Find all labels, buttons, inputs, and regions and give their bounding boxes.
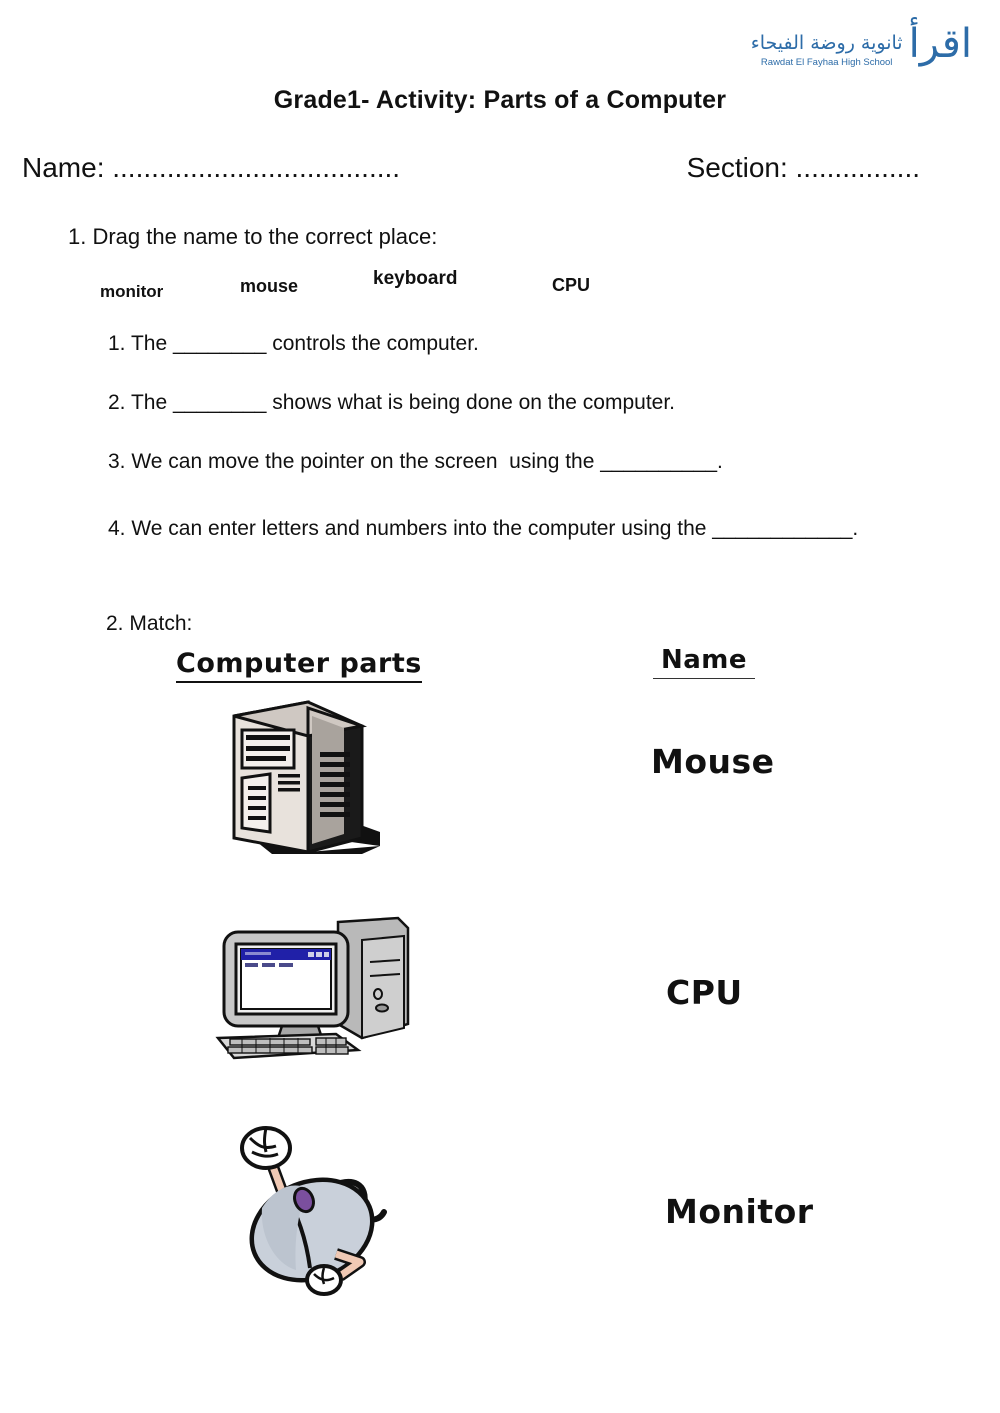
column-header-name: Name — [653, 645, 755, 679]
monitor-icon[interactable] — [212, 916, 412, 1068]
word-bank — [100, 268, 660, 308]
cpu-tower-icon[interactable] — [212, 686, 392, 861]
match-name-cpu[interactable]: CPU — [666, 973, 743, 1012]
page-title: Grade1- Activity: Parts of a Computer — [273, 86, 727, 114]
section-field-label[interactable]: Section: ................ — [686, 152, 920, 183]
fill-in-sentence-4[interactable]: 4. We can enter letters and numbers into the computer using the ____________. — [108, 517, 859, 541]
logo-arabic-calligraphy: ثانوية روضة الفيحاء — [750, 32, 903, 54]
student-info-row — [22, 152, 942, 184]
school-logo — [750, 18, 972, 90]
exercise1-prompt: 1. Drag the name to the correct place: — [68, 224, 438, 249]
fill-in-sentence-3[interactable]: 3. We can move the pointer on the screen using the __________. — [108, 450, 723, 474]
word-bank-item-mouse[interactable]: mouse — [240, 276, 299, 296]
fill-in-sentence-1[interactable]: 1. The ________ controls the computer. — [108, 332, 479, 355]
logo-school-name: Rawdat El Fayhaa High School — [760, 57, 893, 68]
exercise2-prompt: 2. Match: — [106, 612, 193, 635]
column-header-computer-parts: Computer parts — [176, 648, 422, 683]
match-name-mouse[interactable]: Mouse — [651, 742, 775, 781]
logo-text-group — [751, 18, 903, 68]
logo-iqra-mark-icon: اقرأ — [908, 21, 972, 67]
word-bank-item-monitor[interactable]: monitor — [100, 282, 164, 301]
fill-in-sentence-2[interactable]: 2. The ________ shows what is being done on the computer. — [108, 391, 676, 415]
exercise1-sentences — [108, 332, 968, 577]
mouse-icon[interactable] — [232, 1112, 402, 1297]
word-bank-item-cpu[interactable]: CPU — [552, 275, 591, 295]
name-field-label[interactable]: Name: ..................................... — [22, 152, 401, 183]
match-name-monitor[interactable]: Monitor — [665, 1192, 814, 1231]
word-bank-item-keyboard[interactable]: keyboard — [373, 268, 458, 289]
